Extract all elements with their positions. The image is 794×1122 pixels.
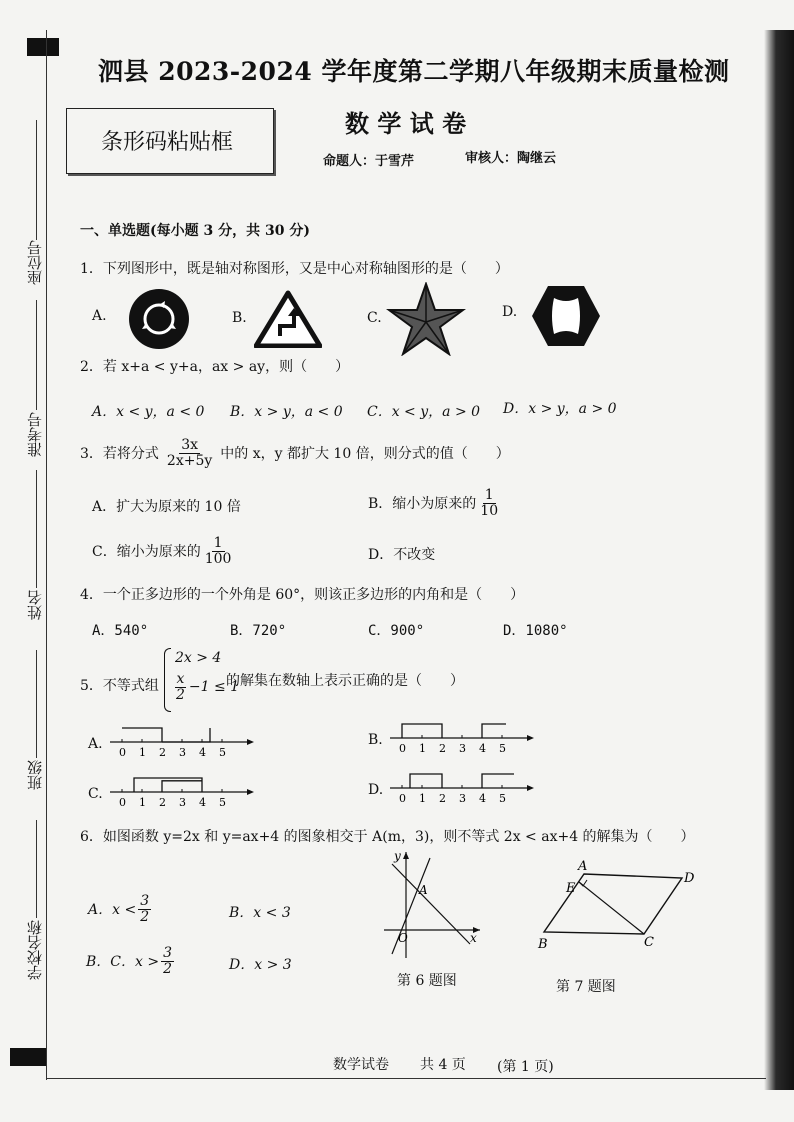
q5-numberline-d — [388, 762, 536, 808]
q5-option-b-label: B. — [368, 732, 383, 748]
solution-interval-mark — [162, 728, 210, 742]
q3-stem-pre: 3．若将分式 — [80, 446, 159, 463]
binding-line — [46, 30, 47, 1080]
q4-stem: 4．一个正多边形的一个外角是 60°，则该正多边形的内角和是（ ） — [80, 587, 525, 603]
q3-fraction-den: 2x+5y — [166, 452, 213, 469]
q3-option-b — [368, 488, 502, 518]
number-line-tick-label: 0 — [399, 792, 406, 805]
fig7-c-label: C — [644, 935, 654, 950]
fig7-caption: 第 7 题图 — [556, 979, 616, 995]
q3-option-c — [92, 536, 235, 566]
solution-interval-mark — [410, 774, 442, 788]
q1-option-c-label: C. — [367, 310, 382, 326]
number-line-arrow — [247, 739, 254, 745]
name-label: 姓名 — [26, 590, 44, 620]
number-line-tick-label: 3 — [179, 746, 186, 759]
exam-no-label: 准考号 — [26, 412, 44, 457]
fig6-y-label: y — [394, 849, 401, 863]
school-line — [36, 820, 37, 918]
number-line-arrow — [247, 789, 254, 795]
fig6-origin-label: O — [398, 931, 408, 945]
fig7-e-label: E — [566, 881, 576, 896]
number-line-tick-label: 5 — [219, 746, 226, 759]
number-line-tick-label: 1 — [419, 742, 426, 755]
q1-figure-d-icon — [530, 284, 602, 348]
q4-option-b: B．720° — [230, 623, 287, 639]
name-line — [36, 470, 37, 588]
q3-stem — [80, 438, 510, 468]
q6-option-a-num: 3 — [140, 893, 150, 909]
q3-option-b-num: 1 — [484, 487, 494, 503]
q2-stem: 2．若 x+a < y+a，ax > ay，则（ ） — [80, 359, 350, 375]
fig7-b-label: B — [538, 937, 548, 952]
seat-label: 座位号 — [26, 240, 44, 285]
q3-fraction — [165, 438, 214, 468]
q1-figure-b-icon — [254, 290, 322, 348]
section-heading: 一、单选题(每小题 3 分，共 30 分) — [80, 223, 310, 239]
number-line-tick-label: 3 — [179, 796, 186, 809]
number-line-tick-label: 0 — [119, 796, 126, 809]
q1-option-b-label: B. — [232, 310, 247, 326]
q6-function-graph — [376, 848, 482, 960]
barcode-box — [66, 108, 274, 174]
bottom-margin-bar — [10, 1048, 46, 1066]
number-line-tick-label: 4 — [199, 796, 206, 809]
fig7-a-label: A — [578, 859, 588, 874]
q3-option-d: D．不改变 — [368, 547, 436, 563]
q5-numberline-b — [388, 712, 536, 758]
q5-system-brace — [164, 648, 171, 712]
q3-option-a: A．扩大为原来的 10 倍 — [92, 499, 241, 515]
fig6-x-label: x — [470, 931, 477, 945]
q3-option-c-den: 100 — [204, 550, 232, 567]
solution-interval-mark — [482, 774, 514, 788]
q5-option-c-label: C. — [88, 786, 103, 802]
q6-option-d: D．x > 3 — [229, 957, 292, 973]
q5-option-d-label: D. — [368, 782, 384, 798]
q5-numberline-c — [108, 766, 256, 812]
q6-option-b: B．x < 3 — [229, 905, 291, 921]
number-line-tick-label: 2 — [439, 742, 446, 755]
q3-option-c-num: 1 — [213, 535, 223, 551]
seat-line — [36, 120, 37, 240]
solution-interval-mark — [134, 778, 202, 792]
q2-option-d: D．x > y，a > 0 — [503, 401, 617, 417]
fig6-point-a-label: A — [419, 883, 428, 897]
number-line-tick-label: 2 — [439, 792, 446, 805]
q6-option-a-frac — [138, 894, 151, 924]
class-label: 班级 — [26, 760, 44, 790]
q5-inequality-2-den: 2 — [176, 686, 185, 703]
number-line-tick-label: 1 — [419, 792, 426, 805]
number-line-tick-label: 1 — [139, 796, 146, 809]
q2-option-c: C．x < y，a > 0 — [367, 404, 481, 420]
fig6-caption: 第 6 题图 — [397, 973, 457, 989]
q5-stem-post: 的解集在数轴上表示正确的是（ ） — [226, 673, 464, 689]
q5-option-a-label: A. — [88, 736, 103, 752]
exam-title: 泗县 2023-2024 学年度第二学期八年级期末质量检测 — [98, 57, 730, 86]
q6-option-a-text: A．x < — [88, 902, 137, 919]
number-line-tick-label: 5 — [499, 792, 506, 805]
number-line-arrow — [527, 785, 534, 791]
q6-stem: 6．如图函数 y=2x 和 y=ax+4 的图象相交于 A(m，3)，则不等式 2x < ax+4 的解集为（ ） — [80, 829, 695, 845]
barcode-box-label: 条形码粘贴框 — [101, 130, 234, 155]
q3-option-b-fraction — [478, 488, 500, 518]
number-line-tick-label: 4 — [479, 742, 486, 755]
q6-option-c-den: 2 — [163, 960, 172, 977]
q1-stem: 1．下列图形中，既是轴对称图形，又是中心对称轴图形的是（ ） — [80, 261, 509, 277]
q6-option-c-frac — [161, 946, 174, 976]
q5-inequality-2-num: x — [176, 671, 185, 687]
paper-subtitle: 数 学 试 卷 — [345, 109, 467, 138]
number-line-tick-label: 1 — [139, 746, 146, 759]
q6-option-c — [86, 946, 176, 976]
q3-option-c-text: C．缩小为原来的 — [92, 544, 201, 561]
q1-option-a-label: A. — [92, 308, 107, 324]
q1-figure-c-icon — [386, 282, 466, 356]
q6-option-a — [88, 894, 153, 924]
number-line-tick-label: 2 — [159, 746, 166, 759]
q5-inequality-2-frac — [174, 672, 187, 702]
footer-page-number: (第 1 页) — [497, 1059, 554, 1075]
fig7-d-label: D — [684, 871, 695, 886]
q4-option-d: D．1080° — [503, 623, 568, 639]
right-edge-shadow — [764, 30, 794, 1090]
exam-no-line — [36, 300, 37, 410]
q6-option-c-text: B．C．x > — [86, 954, 160, 971]
number-line-tick-label: 5 — [219, 796, 226, 809]
q6-option-c-num: 3 — [163, 945, 172, 961]
number-line-tick-label: 4 — [199, 746, 206, 759]
q3-option-c-fraction — [203, 536, 234, 566]
q5-inequality-1: 2x > 4 — [175, 650, 222, 666]
q6-option-a-den: 2 — [140, 908, 150, 925]
q5-inequality-2-rest: −1 ≤ 1 — [188, 679, 240, 696]
reviewer-line: 审核人：陶继云 — [465, 151, 557, 166]
q3-stem-post: 中的 x，y 都扩大 10 倍，则分式的值（ ） — [220, 446, 510, 463]
school-label: 学校名称 — [26, 920, 44, 980]
q3-option-b-den: 10 — [480, 502, 499, 519]
q5-stem-pre: 5．不等式组 — [80, 678, 159, 694]
top-margin-bar — [27, 38, 59, 56]
q2-option-a: A．x < y，a < 0 — [92, 404, 205, 420]
q2-option-b: B．x > y，a < 0 — [230, 404, 343, 420]
q5-numberline-a — [108, 716, 256, 762]
number-line-tick-label: 3 — [459, 792, 466, 805]
number-line-tick-label: 0 — [119, 746, 126, 759]
number-line-tick-label: 0 — [399, 742, 406, 755]
number-line-tick-label: 4 — [479, 792, 486, 805]
footer-subject: 数学试卷 — [333, 1057, 389, 1073]
class-line — [36, 650, 37, 758]
footer-rule — [46, 1078, 766, 1079]
q4-option-a: A．540° — [92, 623, 149, 639]
q7-parallelogram-figure — [532, 856, 708, 956]
number-line-arrow — [527, 735, 534, 741]
number-line-tick-label: 2 — [159, 796, 166, 809]
q1-option-d-label: D. — [502, 304, 518, 320]
q4-option-c: C．900° — [368, 623, 425, 639]
number-line-tick-label: 3 — [459, 742, 466, 755]
number-line-tick-label: 5 — [499, 742, 506, 755]
footer-total-pages: 共 4 页 — [420, 1057, 466, 1073]
q1-figure-a-icon — [128, 288, 190, 350]
author-line: 命题人：于雪芹 — [323, 154, 415, 169]
q3-fraction-num: 3x — [181, 437, 198, 453]
q3-option-b-text: B．缩小为原来的 — [368, 496, 477, 513]
